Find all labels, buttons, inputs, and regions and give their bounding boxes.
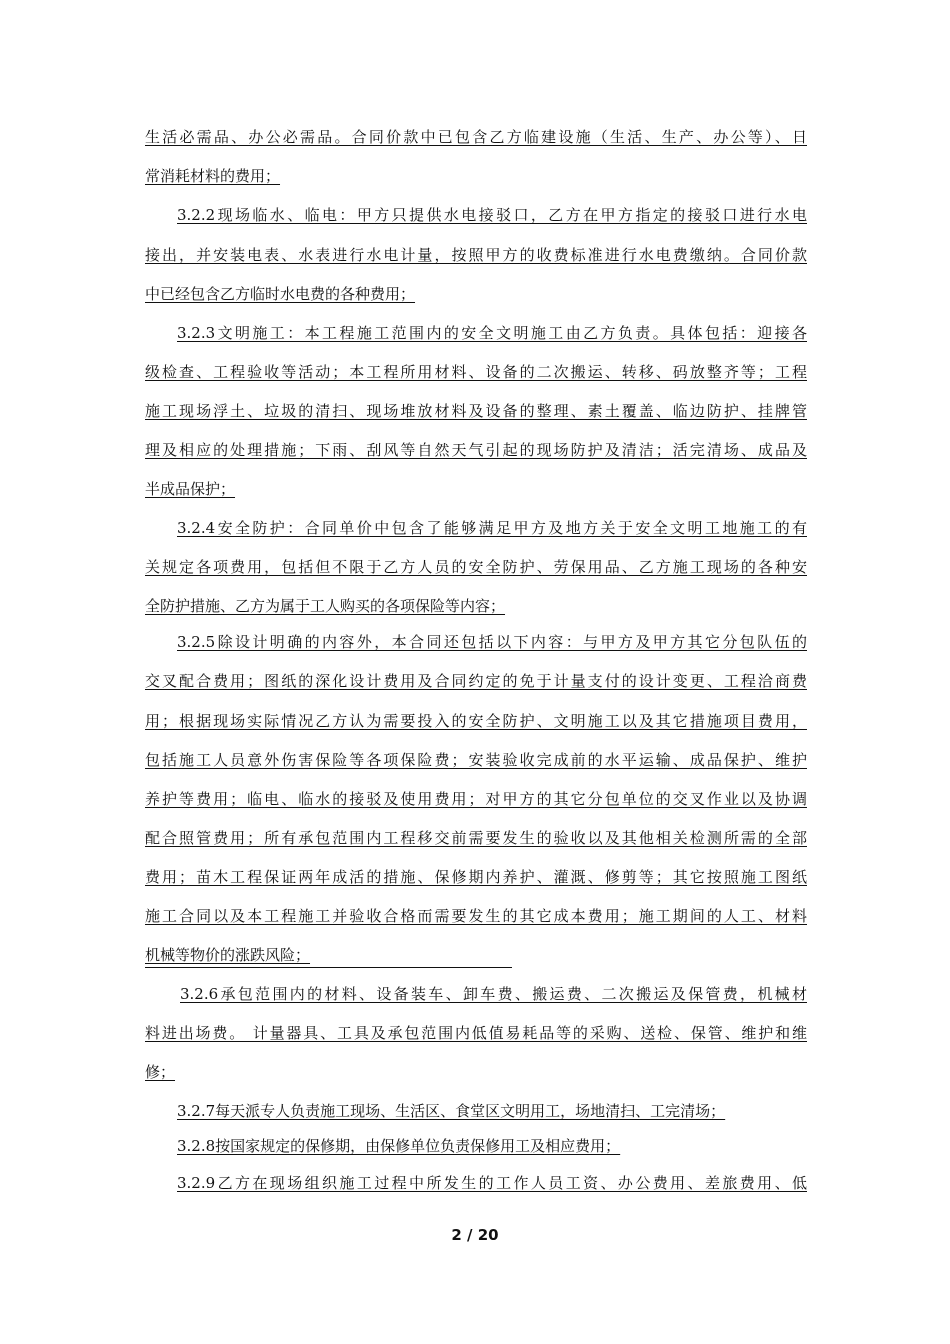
page-number: 2 / 20: [451, 1226, 499, 1244]
text-line: 3.2.6承包范围内的材料、设备装车、卸车费、搬运费、二次搬运及保管费，机械材: [180, 985, 807, 1003]
text-line: 3.2.2现场临水、临电：甲方只提供水电接驳口，乙方在甲方指定的接驳口进行水电: [177, 206, 807, 224]
text-line: 生活必需品、办公必需品。合同价款中已包含乙方临建设施（生活、生产、办公等）、日: [145, 128, 807, 146]
text-line: 交叉配合费用；图纸的深化设计费用及合同约定的免于计量支付的设计变更、工程洽商费: [145, 672, 807, 690]
text-line: 料进出场费。 计量器具、工具及承包范围内低值易耗品等的采购、送检、保管、维护和维: [145, 1024, 807, 1042]
text-line: 用；根据现场实际情况乙方认为需要投入的安全防护、文明施工以及其它措施项目费用，: [145, 712, 807, 730]
text-line: 关规定各项费用，包括但不限于乙方人员的安全防护、劳保用品、乙方施工现场的各种安: [145, 558, 807, 576]
text-line: 3.2.3文明施工：本工程施工范围内的安全文明施工由乙方负责。具体包括：迎接各: [177, 324, 807, 342]
text-line: 常消耗材料的费用；: [145, 167, 281, 185]
text-line: 修；: [145, 1063, 176, 1081]
text-line: 接出，并安装电表、水表进行水电计量，按照甲方的收费标准进行水电费缴纳。合同价款: [145, 246, 807, 264]
text-line: 机械等物价的涨跌风险；: [145, 946, 311, 964]
text-line: 级检查、工程验收等活动；本工程所用材料、设备的二次搬运、转移、码放整齐等；工程: [145, 363, 807, 381]
text-line: 中已经包含乙方临时水电费的各种费用；: [145, 285, 416, 303]
text-line: 配合照管费用；所有承包范围内工程移交前需要发生的验收以及其他相关检测所需的全部: [145, 829, 807, 847]
text-line: 理及相应的处理措施；下雨、刮风等自然天气引起的现场防护及清洁；活完清场、成品及: [145, 441, 807, 459]
text-line: 3.2.4安全防护：合同单价中包含了能够满足甲方及地方关于安全文明工地施工的有: [177, 519, 807, 537]
trailing-underline: [145, 967, 512, 968]
text-line: 半成品保护；: [145, 480, 236, 498]
text-line: 费用；苗木工程保证两年成活的措施、保修期内养护、灌溉、修剪等；其它按照施工图纸: [145, 868, 807, 886]
text-line: 3.2.8按国家规定的保修期，由保修单位负责保修用工及相应费用；: [177, 1137, 621, 1155]
text-line: 全防护措施、乙方为属于工人购买的各项保险等内容；: [145, 597, 506, 615]
text-line: 3.2.5除设计明确的内容外，本合同还包括以下内容：与甲方及甲方其它分包队伍的: [177, 633, 807, 651]
text-line: 施工现场浮土、垃圾的清扫、现场堆放材料及设备的整理、素土覆盖、临边防护、挂牌管: [145, 402, 807, 420]
text-line: 3.2.9乙方在现场组织施工过程中所发生的工作人员工资、办公费用、差旅费用、低: [177, 1174, 807, 1192]
text-line: 3.2.7每天派专人负责施工现场、生活区、食堂区文明用工，场地清扫、工完清场；: [177, 1102, 726, 1120]
text-line: 施工合同以及本工程施工并验收合格而需要发生的其它成本费用；施工期间的人工、材料: [145, 907, 807, 925]
text-line: 养护等费用；临电、临水的接驳及使用费用；对甲方的其它分包单位的交叉作业以及协调: [145, 790, 807, 808]
text-line: 包括施工人员意外伤害保险等各项保险费；安装验收完成前的水平运输、成品保护、维护: [145, 751, 807, 769]
